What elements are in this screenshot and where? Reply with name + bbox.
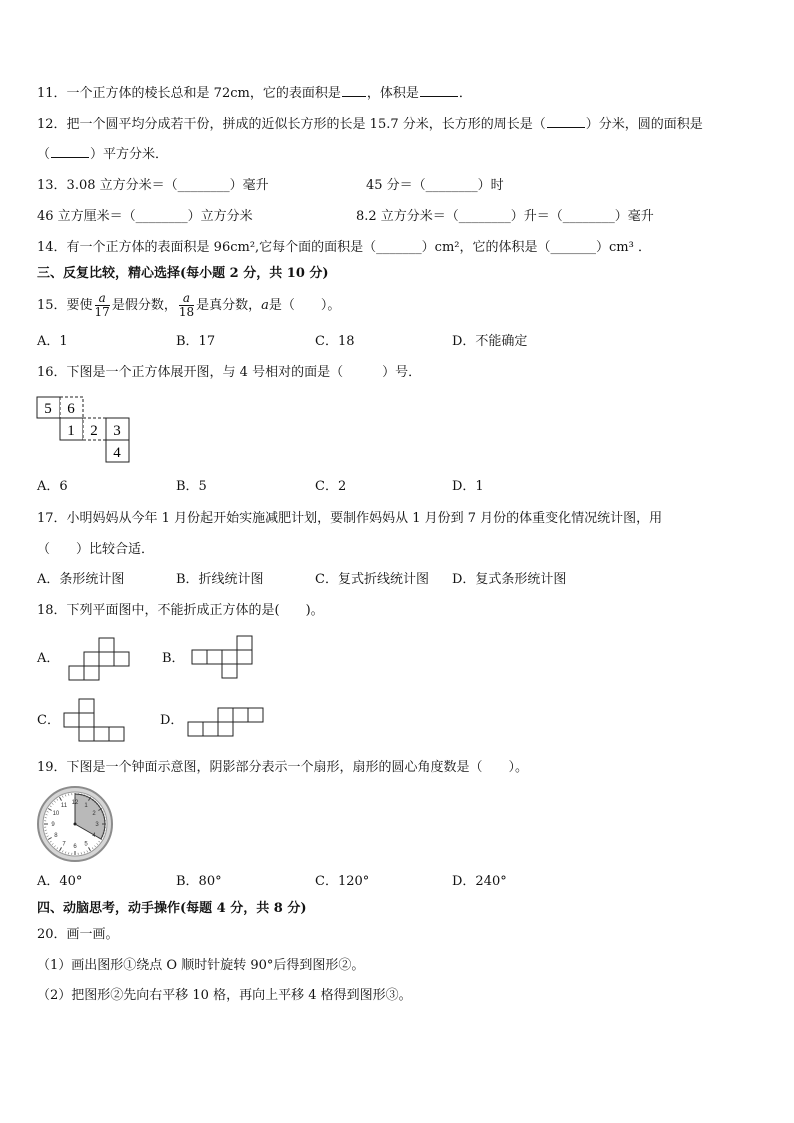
q18-figure-a (69, 638, 129, 680)
question-13d: 8.2 立方分米＝（________）升＝（________）毫升 (356, 209, 654, 224)
q18-label-a[interactable]: A． (37, 651, 60, 666)
question-11: 11．一个正方体的棱长总和是 72cm，它的表面积是 ，体积是 ． (37, 86, 472, 101)
q18-figure-d (188, 708, 263, 736)
net-label: 5 (44, 401, 52, 417)
clock-number: 6 (73, 844, 77, 851)
q16-option-b[interactable]: B．5 (176, 479, 207, 494)
net-label: 6 (67, 401, 75, 417)
clock-number: 12 (71, 800, 79, 807)
q15-option-b[interactable]: B．17 (176, 334, 216, 349)
clock-number: 10 (52, 811, 60, 818)
net-label: 2 (90, 423, 98, 439)
q18-label-d[interactable]: D． (160, 713, 184, 728)
question-16: 16．下图是一个正方体展开图，与 4 号相对的面是（ ）号． (37, 365, 422, 380)
clock-number: 1 (84, 803, 88, 810)
section-3-heading: 三、反复比较，精心选择(每小题 2 分，共 10 分) (37, 266, 329, 281)
question-20-part1: （1）画出图形①绕点 O 顺时针旋转 90°后得到图形②。 (37, 958, 365, 973)
clock-number: 5 (84, 841, 88, 848)
q17-option-a[interactable]: A．条形统计图 (37, 572, 125, 587)
q19-option-c[interactable]: C．120° (315, 874, 370, 889)
clock-number: 9 (51, 822, 55, 829)
q15-option-d[interactable]: D．不能确定 (452, 334, 528, 349)
q18-label-c[interactable]: C． (37, 713, 60, 728)
question-15: 15．要使 $\frac{a}{17}$ 是假分数， $\frac{a}{18}$ 是真分数，a是（ ）。 (37, 291, 341, 319)
q18-figure-c (64, 699, 124, 741)
fraction-a-17: $\frac{a}{17}$ (94, 291, 110, 319)
q19-option-d[interactable]: D．240° (452, 874, 507, 889)
clock-number: 2 (92, 811, 96, 818)
net-label: 3 (113, 423, 121, 439)
question-13c: 46 立方厘米＝（________）立方分米 (37, 209, 253, 224)
question-13a: 13．3.08 立方分米＝（________）毫升 (37, 178, 269, 193)
question-13b: 45 分＝（________）时 (366, 178, 504, 193)
q19-option-b[interactable]: B．80° (176, 874, 222, 889)
fraction-a-18: $\frac{a}{18}$ (178, 291, 195, 319)
q17-option-c[interactable]: C．复式折线统计图 (315, 572, 429, 587)
q18-figure-b (192, 636, 252, 678)
clock-number: 7 (62, 841, 66, 848)
q15-option-c[interactable]: C．18 (315, 334, 355, 349)
section-4-heading: 四、动脑思考，动手操作(每题 4 分，共 8 分) (37, 901, 307, 916)
clock-number: 4 (92, 833, 96, 840)
question-12-line2: （ ）平方分米． (37, 147, 169, 162)
clock-number: 11 (60, 803, 68, 810)
net-label: 4 (113, 445, 121, 461)
q18-label-b[interactable]: B． (162, 651, 185, 666)
q15-option-a[interactable]: A．1 (37, 334, 68, 349)
net-label: 1 (67, 423, 75, 439)
clock-number: 3 (95, 822, 99, 829)
q19-option-a[interactable]: A．40° (37, 874, 83, 889)
question-19: 19．下图是一个钟面示意图，阴影部分表示一个扇形，扇形的圆心角度数是（ ）。 (37, 760, 529, 775)
question-17-line2: （ ）比较合适． (37, 542, 155, 557)
q16-option-a[interactable]: A．6 (37, 479, 68, 494)
q16-option-d[interactable]: D．1 (452, 479, 484, 494)
cube-net (37, 397, 129, 462)
clock-center (74, 823, 77, 826)
question-14: 14．有一个正方体的表面积是 96cm²,它每个面的面积是（_______）cm²，它的体积是（_______）cm³ ． (37, 240, 651, 255)
clock-number: 8 (54, 833, 58, 840)
q16-option-c[interactable]: C．2 (315, 479, 347, 494)
q17-option-d[interactable]: D．复式条形统计图 (452, 572, 567, 587)
question-17-line1: 17．小明妈妈从今年 1 月份起开始实施减肥计划，要制作妈妈从 1 月份到 7 月份的体重变化情况统计图，用 (37, 511, 663, 526)
question-12-line1: 12．把一个圆平均分成若干份，拼成的近似长方形的长是 15.7 分米，长方形的周长是（ ）分米，圆的面积是 (37, 117, 703, 132)
clock-face (38, 787, 112, 861)
q17-option-b[interactable]: B．折线统计图 (176, 572, 264, 587)
question-20-part2: （2）把图形②先向右平移 10 格，再向上平移 4 格得到图形③。 (37, 988, 412, 1003)
question-20: 20．画一画。 (37, 927, 119, 942)
question-18: 18．下列平面图中，不能折成正方体的是( )。 (37, 603, 324, 618)
